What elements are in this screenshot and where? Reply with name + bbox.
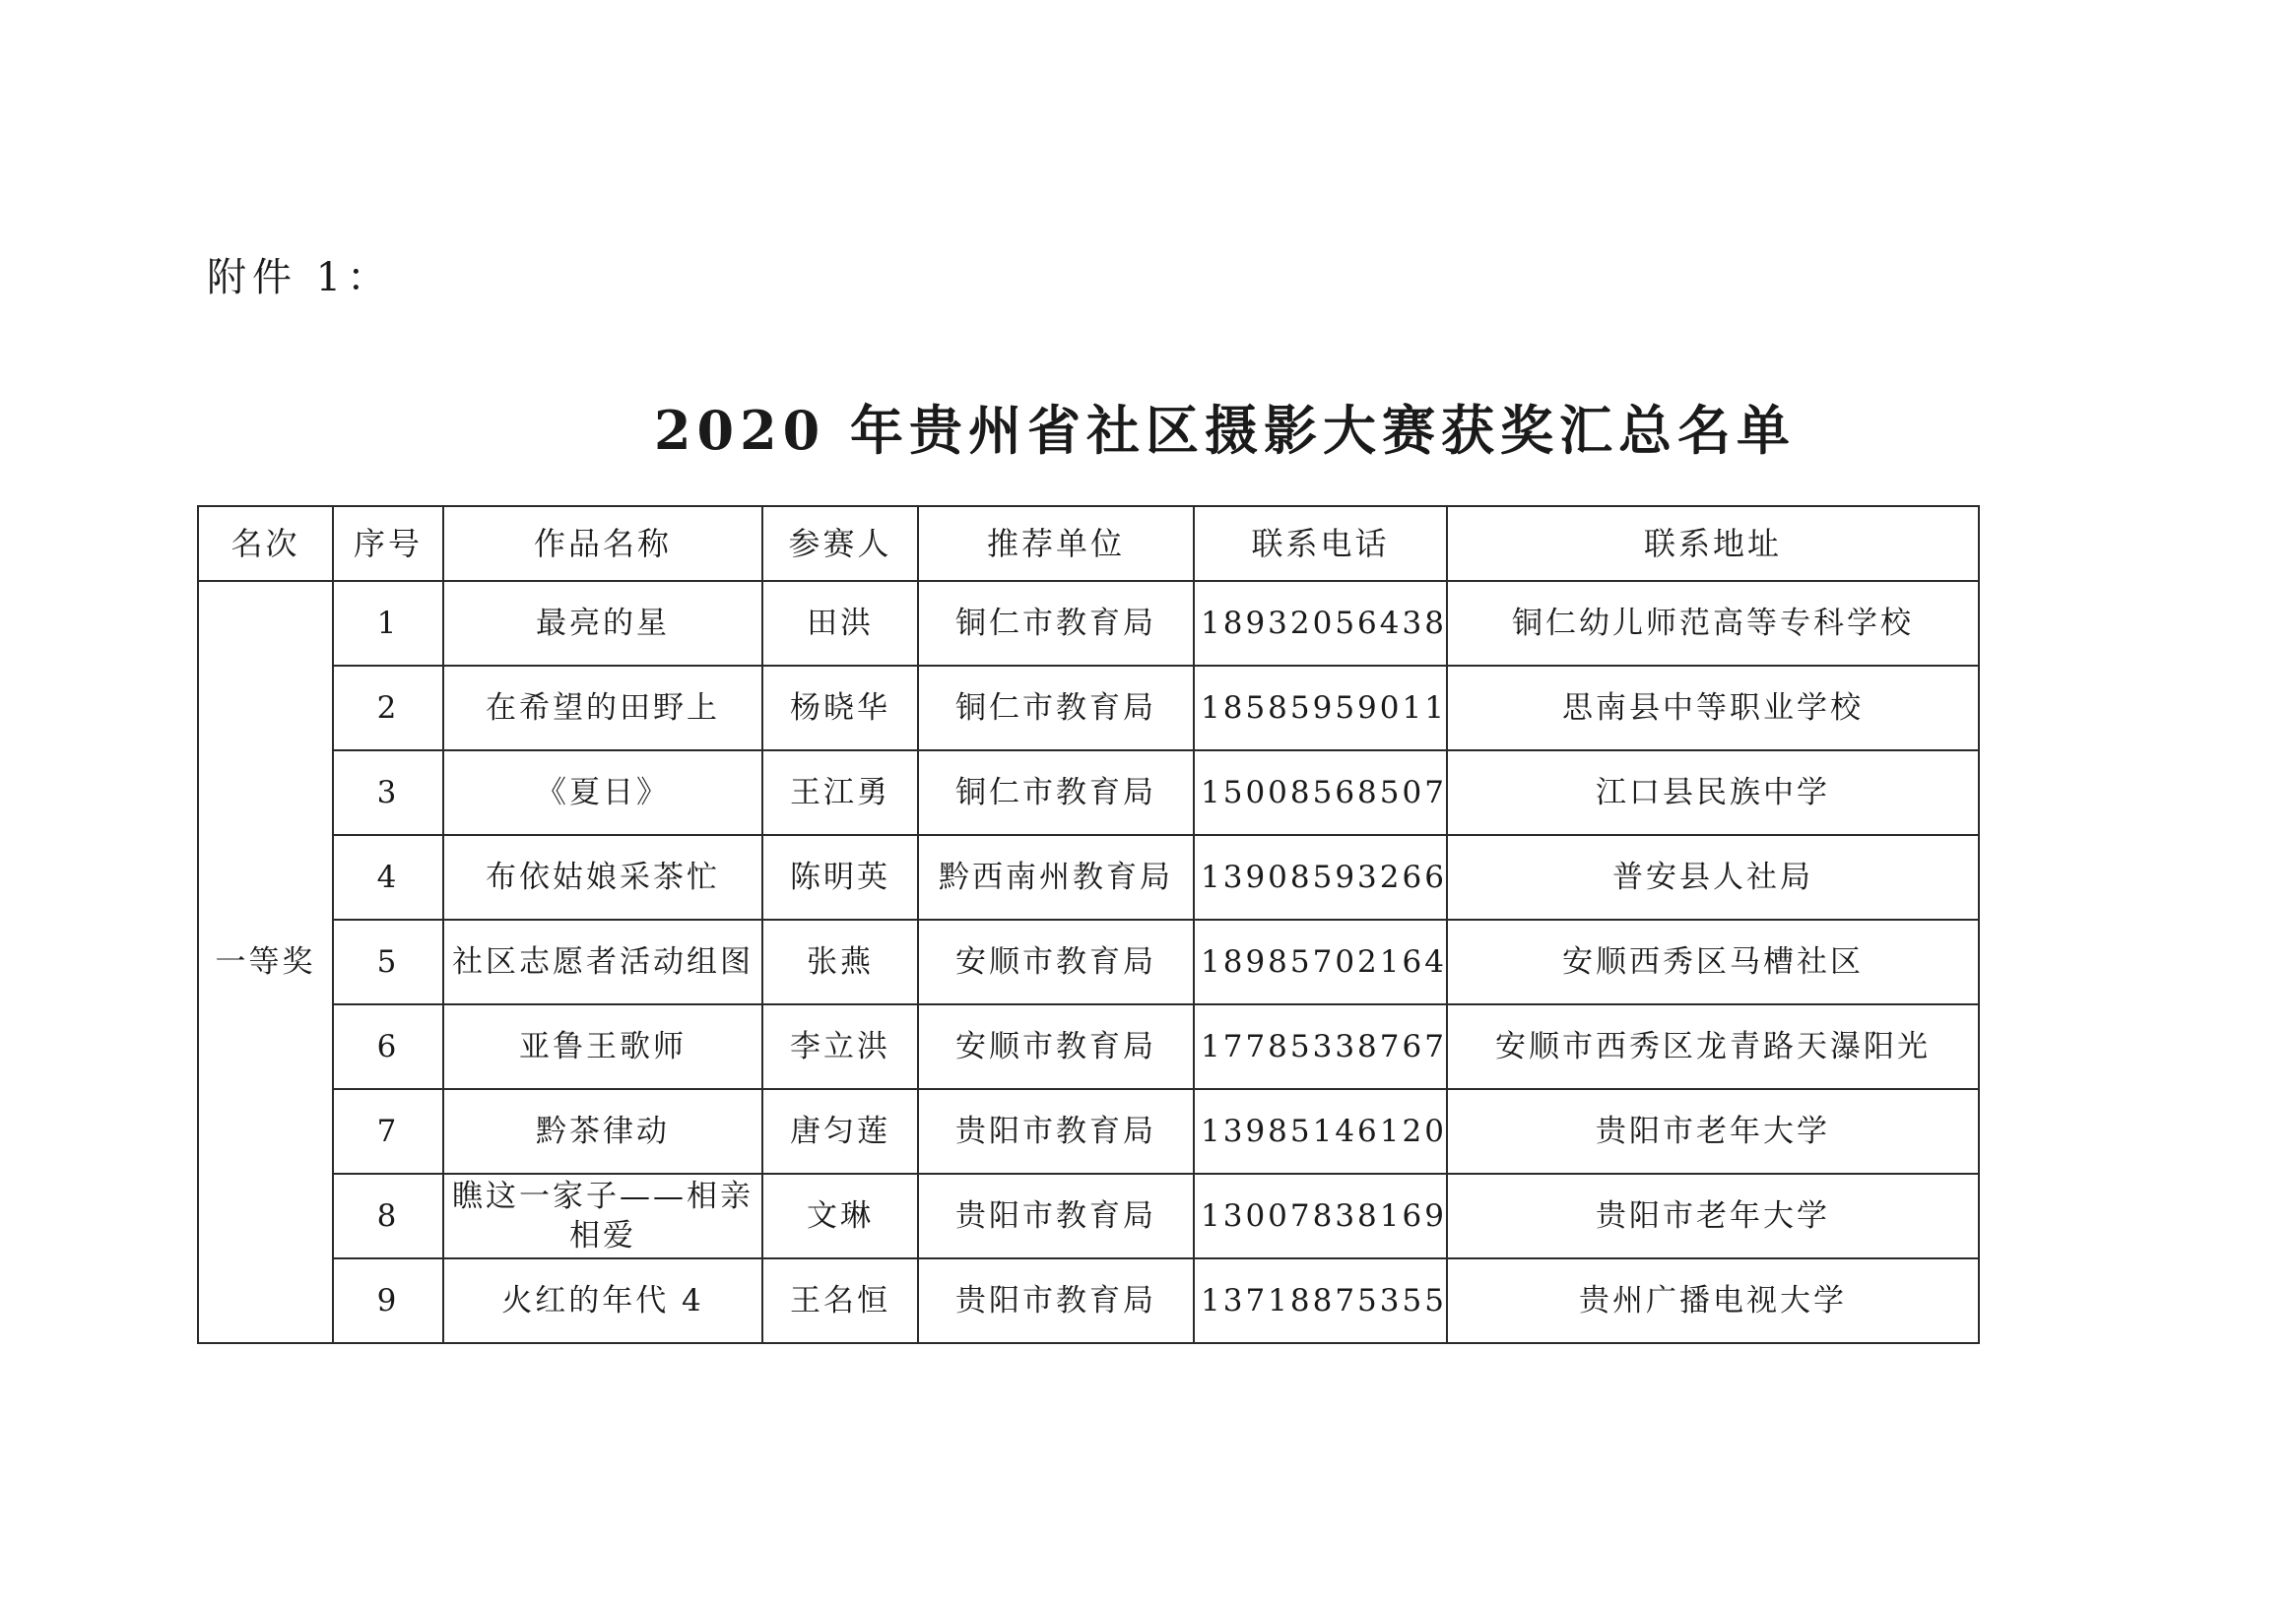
header-recommending-unit: 推荐单位 <box>918 506 1194 581</box>
rank-cell: 一等奖 <box>198 581 333 1343</box>
work-title-cell: 黔茶律动 <box>443 1089 762 1174</box>
phone-cell: 13007838169 <box>1194 1174 1447 1258</box>
address-cell: 安顺西秀区马槽社区 <box>1447 920 1979 1004</box>
entrant-cell: 李立洪 <box>762 1004 918 1089</box>
entrant-cell: 文琳 <box>762 1174 918 1258</box>
entrant-cell: 杨晓华 <box>762 666 918 750</box>
work-title-cell: 瞧这一家子——相亲相爱 <box>443 1174 762 1258</box>
phone-cell: 13985146120 <box>1194 1089 1447 1174</box>
entrant-cell: 田洪 <box>762 581 918 666</box>
recommending-unit-cell: 贵阳市教育局 <box>918 1089 1194 1174</box>
work-title-cell: 布依姑娘采茶忙 <box>443 835 762 920</box>
number-cell: 9 <box>333 1258 443 1343</box>
work-title-cell: 社区志愿者活动组图 <box>443 920 762 1004</box>
entrant-cell: 张燕 <box>762 920 918 1004</box>
document-title-text: 2020 年贵州省社区摄影大赛获奖汇总名单 <box>653 399 1797 462</box>
phone-cell: 13908593266 <box>1194 835 1447 920</box>
address-cell: 思南县中等职业学校 <box>1447 666 1979 750</box>
header-address: 联系地址 <box>1447 506 1979 581</box>
document-title <box>0 389 2296 465</box>
header-entrant: 参赛人 <box>762 506 918 581</box>
work-title-cell: 最亮的星 <box>443 581 762 666</box>
table-row <box>198 1089 1979 1174</box>
number-cell: 6 <box>333 1004 443 1089</box>
recommending-unit-cell: 铜仁市教育局 <box>918 666 1194 750</box>
recommending-unit-cell: 铜仁市教育局 <box>918 750 1194 835</box>
work-title-cell: 亚鲁王歌师 <box>443 1004 762 1089</box>
number-cell: 1 <box>333 581 443 666</box>
number-cell: 2 <box>333 666 443 750</box>
number-cell: 3 <box>333 750 443 835</box>
address-cell: 贵阳市老年大学 <box>1447 1089 1979 1174</box>
table-row <box>198 1004 1979 1089</box>
work-title-cell: 在希望的田野上 <box>443 666 762 750</box>
number-cell: 5 <box>333 920 443 1004</box>
header-rank: 名次 <box>198 506 333 581</box>
table-row <box>198 835 1979 920</box>
address-cell: 普安县人社局 <box>1447 835 1979 920</box>
recommending-unit-cell: 贵阳市教育局 <box>918 1174 1194 1258</box>
address-cell: 贵阳市老年大学 <box>1447 1174 1979 1258</box>
header-number: 序号 <box>333 506 443 581</box>
number-cell: 8 <box>333 1174 443 1258</box>
number-cell: 7 <box>333 1089 443 1174</box>
attachment-label: 附件 1： <box>207 255 393 300</box>
phone-cell: 17785338767 <box>1194 1004 1447 1089</box>
table-row <box>198 581 1979 666</box>
recommending-unit-cell: 贵阳市教育局 <box>918 1258 1194 1343</box>
table-header-row <box>198 506 1979 581</box>
phone-cell: 15008568507 <box>1194 750 1447 835</box>
header-work-title: 作品名称 <box>443 506 762 581</box>
address-cell: 铜仁幼儿师范高等专科学校 <box>1447 581 1979 666</box>
work-title-cell: 《夏日》 <box>443 750 762 835</box>
award-list-table <box>197 505 1980 1344</box>
table-row <box>198 1174 1979 1258</box>
phone-cell: 18585959011 <box>1194 666 1447 750</box>
recommending-unit-cell: 黔西南州教育局 <box>918 835 1194 920</box>
table-row <box>198 666 1979 750</box>
address-cell: 贵州广播电视大学 <box>1447 1258 1979 1343</box>
phone-cell: 18985702164 <box>1194 920 1447 1004</box>
recommending-unit-cell: 铜仁市教育局 <box>918 581 1194 666</box>
number-cell: 4 <box>333 835 443 920</box>
address-cell: 安顺市西秀区龙青路天瀑阳光 <box>1447 1004 1979 1089</box>
entrant-cell: 唐匀莲 <box>762 1089 918 1174</box>
table-row <box>198 750 1979 835</box>
entrant-cell: 王名恒 <box>762 1258 918 1343</box>
header-phone: 联系电话 <box>1194 506 1447 581</box>
address-cell: 江口县民族中学 <box>1447 750 1979 835</box>
table-row <box>198 1258 1979 1343</box>
recommending-unit-cell: 安顺市教育局 <box>918 1004 1194 1089</box>
entrant-cell: 陈明英 <box>762 835 918 920</box>
work-title-cell: 火红的年代 4 <box>443 1258 762 1343</box>
phone-cell: 18932056438 <box>1194 581 1447 666</box>
recommending-unit-cell: 安顺市教育局 <box>918 920 1194 1004</box>
phone-cell: 13718875355 <box>1194 1258 1447 1343</box>
entrant-cell: 王江勇 <box>762 750 918 835</box>
table-row <box>198 920 1979 1004</box>
